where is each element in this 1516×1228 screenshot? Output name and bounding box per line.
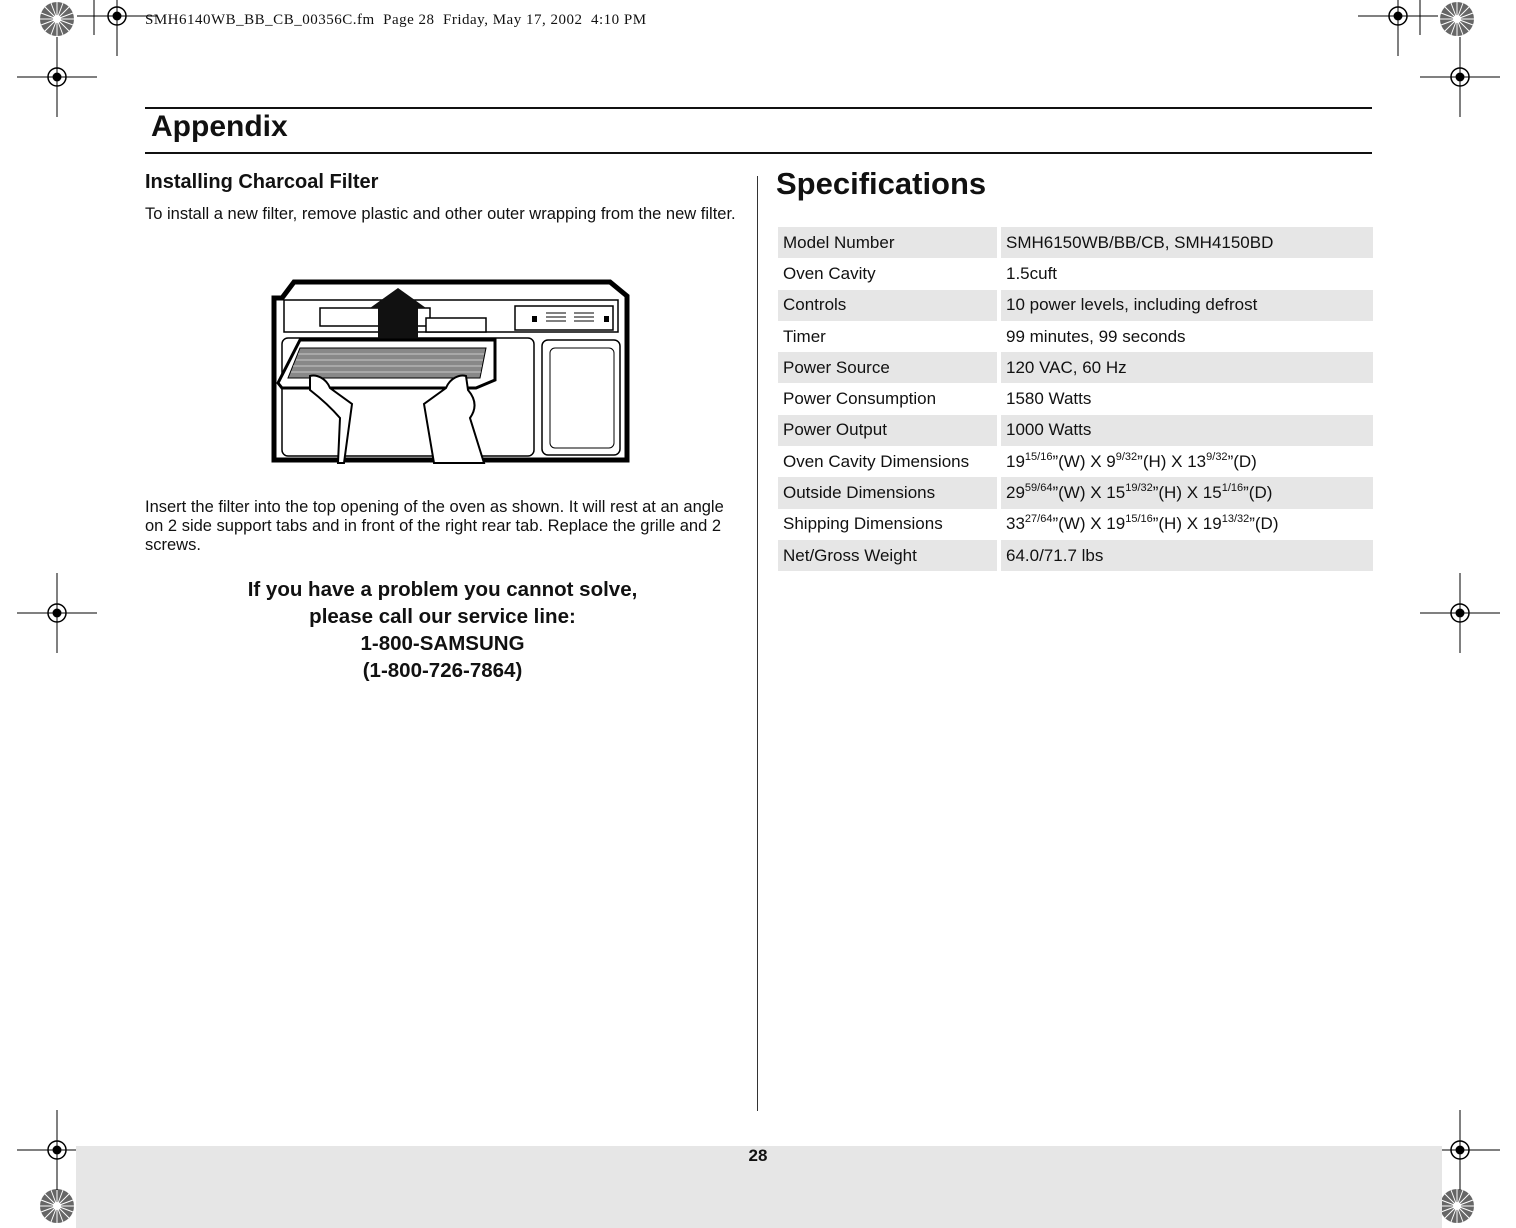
starburst-icon-tl <box>40 2 74 36</box>
spec-value: 1.5cuft <box>1006 263 1058 283</box>
service-callout <box>145 576 740 684</box>
table-row <box>778 477 1373 508</box>
page-title: Appendix <box>151 110 288 143</box>
spec-value: 99 minutes, 99 seconds <box>1006 326 1186 346</box>
spec-value-dimensions: $33^{27/64}”(W)$ X $19^{15/16}”(H)$ X $19^{13/32}”(D)$ <box>1006 513 1279 534</box>
file-slug: SMH6140WB_BB_CB_00356C.fm Page 28 Friday, May 17, 2002 4:10 PM <box>145 12 647 28</box>
registration-mark-icon <box>1358 0 1438 56</box>
spec-label: Model Number <box>778 227 997 258</box>
starburst-icon-tr <box>1440 2 1474 36</box>
title-rule <box>145 152 1372 154</box>
callout-line-2: please call our service line: <box>309 605 576 628</box>
spec-label: Shipping Dimensions <box>783 514 943 534</box>
spec-value-dimensions: $29^{59/64}”(W)$ X $15^{19/32}”(H)$ X $15^{1/16}”(D)$ <box>1001 477 1373 508</box>
section-heading: Installing Charcoal Filter <box>145 171 379 193</box>
registration-mark-icon <box>1420 37 1500 117</box>
starburst-icon-br <box>1440 1189 1474 1223</box>
spec-label: Power Consumption <box>783 389 937 409</box>
callout-phone: 1-800-SAMSUNG <box>360 632 525 655</box>
top-rule <box>145 107 1372 109</box>
registration-mark-icon <box>1420 573 1500 653</box>
spec-value: 1000 Watts <box>1001 415 1373 446</box>
callout-line-1: If you have a problem you cannot solve, <box>247 578 638 601</box>
table-row <box>778 290 1373 321</box>
spec-label: Timer <box>783 326 826 346</box>
spec-value: 1580 Watts <box>1006 389 1092 409</box>
page-number: 28 <box>748 1146 768 1165</box>
instructions-paragraph: Insert the filter into the top opening of the oven as shown. It will rest at an angle on 2 side support tabs and in front of the right rear tab. Replace the grille and 2 screws. <box>145 498 724 554</box>
table-row <box>778 415 1373 446</box>
spec-value: 120 VAC, 60 Hz <box>1001 352 1373 383</box>
table-row <box>778 352 1373 383</box>
callout-phone-numeric: (1-800-726-7864) <box>362 659 523 682</box>
intro-paragraph: To install a new filter, remove plastic and other outer wrapping from the new filter. <box>145 205 736 223</box>
spec-label: Outside Dimensions <box>778 477 997 508</box>
table-row <box>778 509 1373 540</box>
specifications-table <box>774 227 1377 571</box>
spec-value: SMH6150WB/BB/CB, SMH4150BD <box>1001 227 1373 258</box>
table-row <box>778 540 1373 571</box>
spec-value-dimensions: $19^{15/16}”(W)$ X $9^{9/32}”(H)$ X $13^{9/32}”(D)$ <box>1006 450 1257 471</box>
table-row <box>778 446 1373 477</box>
table-row <box>778 321 1373 352</box>
spec-value: 10 power levels, including defrost <box>1001 290 1373 321</box>
oven-filter-install-illustration <box>270 278 632 468</box>
registration-mark-icon <box>17 573 97 653</box>
table-row <box>778 227 1373 258</box>
spec-value: 64.0/71.7 lbs <box>1001 540 1373 571</box>
specifications-title: Specifications <box>776 166 987 201</box>
spec-label: Oven Cavity Dimensions <box>783 451 970 471</box>
spec-label: Net/Gross Weight <box>778 540 997 571</box>
registration-mark-icon <box>17 37 97 117</box>
spec-label: Power Output <box>778 415 997 446</box>
spec-label: Controls <box>778 290 997 321</box>
starburst-icon-bl <box>40 1189 74 1223</box>
table-row <box>778 258 1373 289</box>
table-row <box>778 383 1373 414</box>
column-divider <box>757 176 758 1111</box>
spec-label: Power Source <box>778 352 997 383</box>
spec-label: Oven Cavity <box>783 263 876 283</box>
